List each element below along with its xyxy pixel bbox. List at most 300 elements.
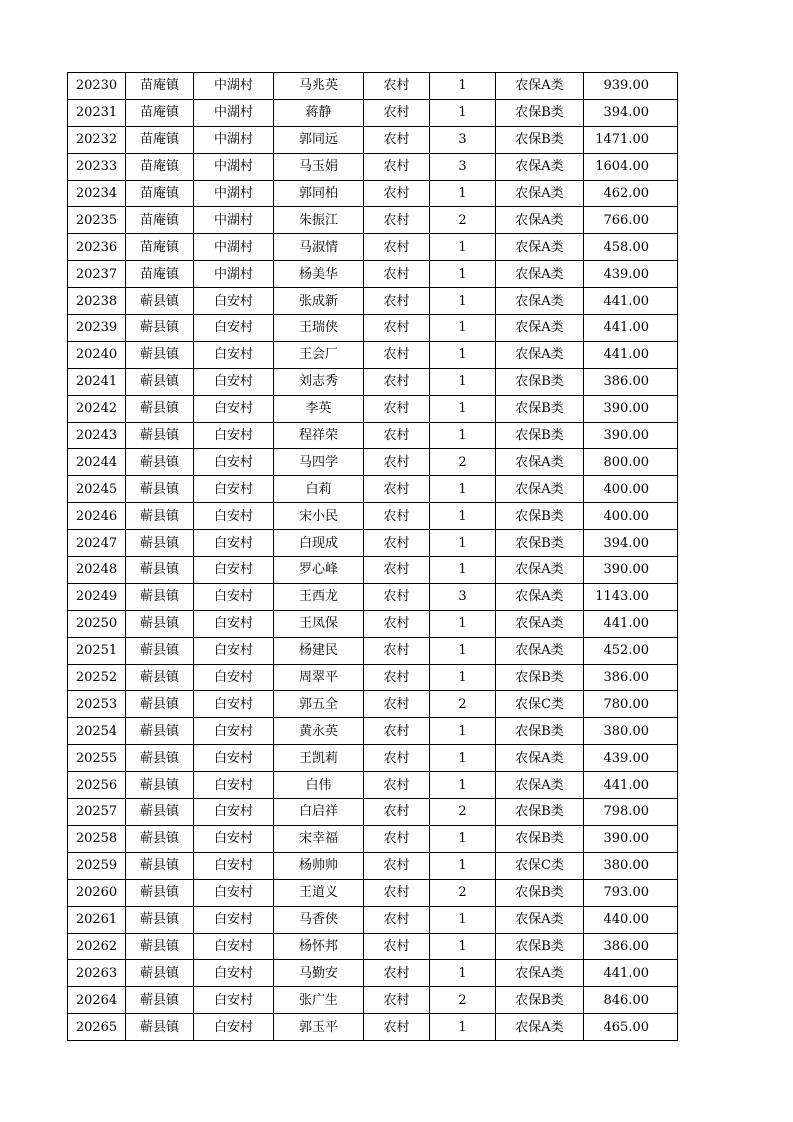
amount-cell: 846.00 [584, 987, 678, 1014]
person-name-cell: 刘志秀 [274, 368, 364, 395]
member-count-cell: 1 [430, 1014, 496, 1041]
record-id-cell: 20256 [68, 772, 126, 799]
insurance-category-cell: 农保B类 [496, 530, 584, 557]
insurance-category-cell: 农保A类 [496, 341, 584, 368]
person-name-cell: 郭五全 [274, 691, 364, 718]
table-row [68, 207, 678, 234]
person-name-cell: 程祥荣 [274, 422, 364, 449]
village-cell: 白安村 [194, 799, 274, 826]
village-cell: 白安村 [194, 933, 274, 960]
insurance-category-cell: 农保B类 [496, 368, 584, 395]
person-name-cell: 罗心峰 [274, 557, 364, 584]
household-type-cell: 农村 [364, 422, 430, 449]
member-count-cell: 1 [430, 772, 496, 799]
person-name-cell: 马淑情 [274, 234, 364, 261]
household-type-cell: 农村 [364, 476, 430, 503]
insurance-category-cell: 农保B类 [496, 799, 584, 826]
insurance-category-cell: 农保A类 [496, 1014, 584, 1041]
household-type-cell: 农村 [364, 207, 430, 234]
member-count-cell: 2 [430, 207, 496, 234]
town-cell: 蕲县镇 [126, 906, 194, 933]
member-count-cell: 1 [430, 637, 496, 664]
town-cell: 蕲县镇 [126, 691, 194, 718]
table-row [68, 745, 678, 772]
table-row [68, 1014, 678, 1041]
household-type-cell: 农村 [364, 99, 430, 126]
town-cell: 蕲县镇 [126, 476, 194, 503]
household-type-cell: 农村 [364, 234, 430, 261]
village-cell: 中湖村 [194, 153, 274, 180]
table-row [68, 288, 678, 315]
member-count-cell: 1 [430, 341, 496, 368]
town-cell: 蕲县镇 [126, 610, 194, 637]
town-cell: 蕲县镇 [126, 395, 194, 422]
insurance-category-cell: 农保B类 [496, 503, 584, 530]
insurance-category-cell: 农保B类 [496, 664, 584, 691]
household-type-cell: 农村 [364, 664, 430, 691]
person-name-cell: 王会厂 [274, 341, 364, 368]
town-cell: 蕲县镇 [126, 583, 194, 610]
amount-cell: 394.00 [584, 99, 678, 126]
person-name-cell: 杨帅帅 [274, 852, 364, 879]
table-row [68, 530, 678, 557]
amount-cell: 400.00 [584, 503, 678, 530]
insurance-category-cell: 农保B类 [496, 825, 584, 852]
household-type-cell: 农村 [364, 126, 430, 153]
record-id-cell: 20242 [68, 395, 126, 422]
record-id-cell: 20265 [68, 1014, 126, 1041]
insurance-category-cell: 农保A类 [496, 288, 584, 315]
person-name-cell: 郭同柏 [274, 180, 364, 207]
village-cell: 白安村 [194, 1014, 274, 1041]
town-cell: 蕲县镇 [126, 745, 194, 772]
insurance-category-cell: 农保A类 [496, 261, 584, 288]
town-cell: 蕲县镇 [126, 1014, 194, 1041]
insurance-category-cell: 农保B类 [496, 395, 584, 422]
insurance-category-cell: 农保A类 [496, 557, 584, 584]
town-cell: 苗庵镇 [126, 180, 194, 207]
table-row [68, 691, 678, 718]
person-name-cell: 白现成 [274, 530, 364, 557]
insurance-category-cell: 农保A类 [496, 476, 584, 503]
person-name-cell: 马勤安 [274, 960, 364, 987]
insurance-category-cell: 农保A类 [496, 637, 584, 664]
insurance-category-cell: 农保A类 [496, 906, 584, 933]
table-row [68, 368, 678, 395]
person-name-cell: 王道义 [274, 879, 364, 906]
table-row [68, 422, 678, 449]
record-id-cell: 20234 [68, 180, 126, 207]
amount-cell: 1604.00 [584, 153, 678, 180]
record-id-cell: 20258 [68, 825, 126, 852]
insurance-category-cell: 农保A类 [496, 772, 584, 799]
town-cell: 蕲县镇 [126, 449, 194, 476]
village-cell: 白安村 [194, 422, 274, 449]
insurance-category-cell: 农保A类 [496, 153, 584, 180]
member-count-cell: 1 [430, 852, 496, 879]
person-name-cell: 郭同远 [274, 126, 364, 153]
member-count-cell: 1 [430, 610, 496, 637]
insurance-category-cell: 农保A类 [496, 234, 584, 261]
household-type-cell: 农村 [364, 180, 430, 207]
town-cell: 苗庵镇 [126, 153, 194, 180]
record-id-cell: 20253 [68, 691, 126, 718]
person-name-cell: 白启祥 [274, 799, 364, 826]
table-row [68, 987, 678, 1014]
amount-cell: 441.00 [584, 960, 678, 987]
table-row [68, 583, 678, 610]
town-cell: 蕲县镇 [126, 557, 194, 584]
member-count-cell: 1 [430, 745, 496, 772]
amount-cell: 462.00 [584, 180, 678, 207]
table-row [68, 341, 678, 368]
village-cell: 中湖村 [194, 261, 274, 288]
person-name-cell: 朱振江 [274, 207, 364, 234]
member-count-cell: 3 [430, 583, 496, 610]
insurance-category-cell: 农保B类 [496, 879, 584, 906]
person-name-cell: 杨怀邦 [274, 933, 364, 960]
record-id-cell: 20244 [68, 449, 126, 476]
town-cell: 蕲县镇 [126, 933, 194, 960]
amount-cell: 390.00 [584, 395, 678, 422]
person-name-cell: 马玉娟 [274, 153, 364, 180]
member-count-cell: 2 [430, 987, 496, 1014]
record-id-cell: 20247 [68, 530, 126, 557]
village-cell: 白安村 [194, 987, 274, 1014]
record-id-cell: 20245 [68, 476, 126, 503]
village-cell: 白安村 [194, 664, 274, 691]
village-cell: 白安村 [194, 368, 274, 395]
amount-cell: 386.00 [584, 933, 678, 960]
town-cell: 蕲县镇 [126, 799, 194, 826]
amount-cell: 465.00 [584, 1014, 678, 1041]
village-cell: 白安村 [194, 288, 274, 315]
member-count-cell: 1 [430, 530, 496, 557]
member-count-cell: 1 [430, 261, 496, 288]
amount-cell: 394.00 [584, 530, 678, 557]
member-count-cell: 2 [430, 691, 496, 718]
village-cell: 白安村 [194, 583, 274, 610]
insurance-category-cell: 农保B类 [496, 99, 584, 126]
amount-cell: 441.00 [584, 315, 678, 342]
amount-cell: 766.00 [584, 207, 678, 234]
town-cell: 蕲县镇 [126, 637, 194, 664]
amount-cell: 441.00 [584, 288, 678, 315]
town-cell: 蕲县镇 [126, 960, 194, 987]
household-type-cell: 农村 [364, 745, 430, 772]
household-type-cell: 农村 [364, 637, 430, 664]
village-cell: 白安村 [194, 530, 274, 557]
record-id-cell: 20255 [68, 745, 126, 772]
person-name-cell: 周翠平 [274, 664, 364, 691]
village-cell: 白安村 [194, 825, 274, 852]
person-name-cell: 马兆英 [274, 73, 364, 100]
table-row [68, 772, 678, 799]
table-row [68, 637, 678, 664]
household-type-cell: 农村 [364, 530, 430, 557]
amount-cell: 441.00 [584, 341, 678, 368]
amount-cell: 390.00 [584, 422, 678, 449]
village-cell: 白安村 [194, 503, 274, 530]
household-type-cell: 农村 [364, 583, 430, 610]
table-row [68, 906, 678, 933]
member-count-cell: 1 [430, 73, 496, 100]
village-cell: 白安村 [194, 960, 274, 987]
table-row [68, 99, 678, 126]
table-row [68, 476, 678, 503]
village-cell: 中湖村 [194, 180, 274, 207]
town-cell: 苗庵镇 [126, 73, 194, 100]
insurance-category-cell: 农保B类 [496, 126, 584, 153]
amount-cell: 390.00 [584, 557, 678, 584]
household-type-cell: 农村 [364, 315, 430, 342]
record-id-cell: 20262 [68, 933, 126, 960]
household-type-cell: 农村 [364, 691, 430, 718]
insurance-category-cell: 农保A类 [496, 745, 584, 772]
amount-cell: 441.00 [584, 772, 678, 799]
household-type-cell: 农村 [364, 73, 430, 100]
village-cell: 白安村 [194, 718, 274, 745]
record-id-cell: 20240 [68, 341, 126, 368]
table-row [68, 503, 678, 530]
village-cell: 白安村 [194, 691, 274, 718]
member-count-cell: 2 [430, 799, 496, 826]
record-id-cell: 20248 [68, 557, 126, 584]
record-id-cell: 20233 [68, 153, 126, 180]
town-cell: 蕲县镇 [126, 341, 194, 368]
household-type-cell: 农村 [364, 772, 430, 799]
person-name-cell: 蒋静 [274, 99, 364, 126]
table-row [68, 126, 678, 153]
table-row [68, 852, 678, 879]
records-table-body [68, 73, 678, 1041]
table-row [68, 180, 678, 207]
amount-cell: 939.00 [584, 73, 678, 100]
town-cell: 蕲县镇 [126, 664, 194, 691]
person-name-cell: 白莉 [274, 476, 364, 503]
insurance-category-cell: 农保B类 [496, 718, 584, 745]
person-name-cell: 杨建民 [274, 637, 364, 664]
household-type-cell: 农村 [364, 987, 430, 1014]
household-type-cell: 农村 [364, 341, 430, 368]
amount-cell: 793.00 [584, 879, 678, 906]
town-cell: 蕲县镇 [126, 987, 194, 1014]
household-type-cell: 农村 [364, 610, 430, 637]
record-id-cell: 20252 [68, 664, 126, 691]
person-name-cell: 杨美华 [274, 261, 364, 288]
amount-cell: 441.00 [584, 610, 678, 637]
town-cell: 蕲县镇 [126, 288, 194, 315]
person-name-cell: 黄永英 [274, 718, 364, 745]
household-type-cell: 农村 [364, 825, 430, 852]
record-id-cell: 20231 [68, 99, 126, 126]
person-name-cell: 张成新 [274, 288, 364, 315]
town-cell: 蕲县镇 [126, 368, 194, 395]
amount-cell: 1471.00 [584, 126, 678, 153]
table-row [68, 610, 678, 637]
amount-cell: 439.00 [584, 745, 678, 772]
member-count-cell: 1 [430, 368, 496, 395]
member-count-cell: 1 [430, 933, 496, 960]
table-row [68, 315, 678, 342]
town-cell: 蕲县镇 [126, 772, 194, 799]
town-cell: 蕲县镇 [126, 530, 194, 557]
household-type-cell: 农村 [364, 557, 430, 584]
member-count-cell: 1 [430, 503, 496, 530]
town-cell: 蕲县镇 [126, 825, 194, 852]
household-type-cell: 农村 [364, 933, 430, 960]
household-type-cell: 农村 [364, 449, 430, 476]
amount-cell: 780.00 [584, 691, 678, 718]
person-name-cell: 宋小民 [274, 503, 364, 530]
record-id-cell: 20250 [68, 610, 126, 637]
village-cell: 中湖村 [194, 73, 274, 100]
person-name-cell: 王西龙 [274, 583, 364, 610]
member-count-cell: 3 [430, 126, 496, 153]
record-id-cell: 20259 [68, 852, 126, 879]
village-cell: 白安村 [194, 476, 274, 503]
record-id-cell: 20243 [68, 422, 126, 449]
record-id-cell: 20257 [68, 799, 126, 826]
person-name-cell: 王瑞侠 [274, 315, 364, 342]
person-name-cell: 马香侠 [274, 906, 364, 933]
table-row [68, 449, 678, 476]
household-type-cell: 农村 [364, 1014, 430, 1041]
town-cell: 蕲县镇 [126, 315, 194, 342]
insurance-category-cell: 农保A类 [496, 180, 584, 207]
member-count-cell: 1 [430, 664, 496, 691]
village-cell: 白安村 [194, 879, 274, 906]
insurance-category-cell: 农保A类 [496, 315, 584, 342]
amount-cell: 386.00 [584, 368, 678, 395]
village-cell: 白安村 [194, 449, 274, 476]
table-row [68, 960, 678, 987]
table-row [68, 153, 678, 180]
insurance-category-cell: 农保A类 [496, 207, 584, 234]
household-type-cell: 农村 [364, 718, 430, 745]
town-cell: 苗庵镇 [126, 99, 194, 126]
table-row [68, 664, 678, 691]
amount-cell: 390.00 [584, 825, 678, 852]
record-id-cell: 20237 [68, 261, 126, 288]
village-cell: 白安村 [194, 610, 274, 637]
town-cell: 苗庵镇 [126, 207, 194, 234]
village-cell: 白安村 [194, 772, 274, 799]
member-count-cell: 1 [430, 718, 496, 745]
household-type-cell: 农村 [364, 288, 430, 315]
amount-cell: 798.00 [584, 799, 678, 826]
village-cell: 白安村 [194, 637, 274, 664]
table-row [68, 825, 678, 852]
record-id-cell: 20241 [68, 368, 126, 395]
table-row [68, 261, 678, 288]
household-type-cell: 农村 [364, 503, 430, 530]
record-id-cell: 20232 [68, 126, 126, 153]
insurance-category-cell: 农保C类 [496, 852, 584, 879]
village-cell: 中湖村 [194, 207, 274, 234]
member-count-cell: 1 [430, 825, 496, 852]
table-row [68, 73, 678, 100]
table-row [68, 557, 678, 584]
insurance-category-cell: 农保A类 [496, 73, 584, 100]
amount-cell: 458.00 [584, 234, 678, 261]
insurance-category-cell: 农保C类 [496, 691, 584, 718]
town-cell: 苗庵镇 [126, 261, 194, 288]
person-name-cell: 宋幸福 [274, 825, 364, 852]
household-type-cell: 农村 [364, 153, 430, 180]
insurance-category-cell: 农保A类 [496, 610, 584, 637]
town-cell: 苗庵镇 [126, 126, 194, 153]
record-id-cell: 20263 [68, 960, 126, 987]
town-cell: 蕲县镇 [126, 422, 194, 449]
town-cell: 蕲县镇 [126, 852, 194, 879]
household-type-cell: 农村 [364, 261, 430, 288]
person-name-cell: 马四学 [274, 449, 364, 476]
amount-cell: 439.00 [584, 261, 678, 288]
insurance-category-cell: 农保B类 [496, 422, 584, 449]
record-id-cell: 20260 [68, 879, 126, 906]
household-type-cell: 农村 [364, 368, 430, 395]
table-row [68, 933, 678, 960]
table-row [68, 799, 678, 826]
person-name-cell: 王凤保 [274, 610, 364, 637]
person-name-cell: 王凯莉 [274, 745, 364, 772]
member-count-cell: 1 [430, 99, 496, 126]
table-row [68, 879, 678, 906]
amount-cell: 380.00 [584, 852, 678, 879]
amount-cell: 386.00 [584, 664, 678, 691]
member-count-cell: 1 [430, 960, 496, 987]
village-cell: 白安村 [194, 315, 274, 342]
town-cell: 蕲县镇 [126, 718, 194, 745]
member-count-cell: 2 [430, 879, 496, 906]
member-count-cell: 2 [430, 449, 496, 476]
person-name-cell: 李英 [274, 395, 364, 422]
insurance-category-cell: 农保B类 [496, 933, 584, 960]
record-id-cell: 20249 [68, 583, 126, 610]
village-cell: 白安村 [194, 745, 274, 772]
record-id-cell: 20238 [68, 288, 126, 315]
table-row [68, 395, 678, 422]
member-count-cell: 1 [430, 288, 496, 315]
household-type-cell: 农村 [364, 960, 430, 987]
person-name-cell: 白伟 [274, 772, 364, 799]
member-count-cell: 1 [430, 395, 496, 422]
record-id-cell: 20264 [68, 987, 126, 1014]
record-id-cell: 20235 [68, 207, 126, 234]
record-id-cell: 20251 [68, 637, 126, 664]
household-type-cell: 农村 [364, 879, 430, 906]
record-id-cell: 20254 [68, 718, 126, 745]
town-cell: 蕲县镇 [126, 503, 194, 530]
record-id-cell: 20236 [68, 234, 126, 261]
member-count-cell: 1 [430, 315, 496, 342]
amount-cell: 800.00 [584, 449, 678, 476]
household-type-cell: 农村 [364, 395, 430, 422]
insurance-category-cell: 农保A类 [496, 960, 584, 987]
village-cell: 白安村 [194, 557, 274, 584]
household-type-cell: 农村 [364, 906, 430, 933]
member-count-cell: 1 [430, 906, 496, 933]
record-id-cell: 20261 [68, 906, 126, 933]
village-cell: 白安村 [194, 852, 274, 879]
town-cell: 蕲县镇 [126, 879, 194, 906]
insurance-category-cell: 农保A类 [496, 449, 584, 476]
member-count-cell: 1 [430, 476, 496, 503]
village-cell: 白安村 [194, 906, 274, 933]
member-count-cell: 3 [430, 153, 496, 180]
table-row [68, 718, 678, 745]
